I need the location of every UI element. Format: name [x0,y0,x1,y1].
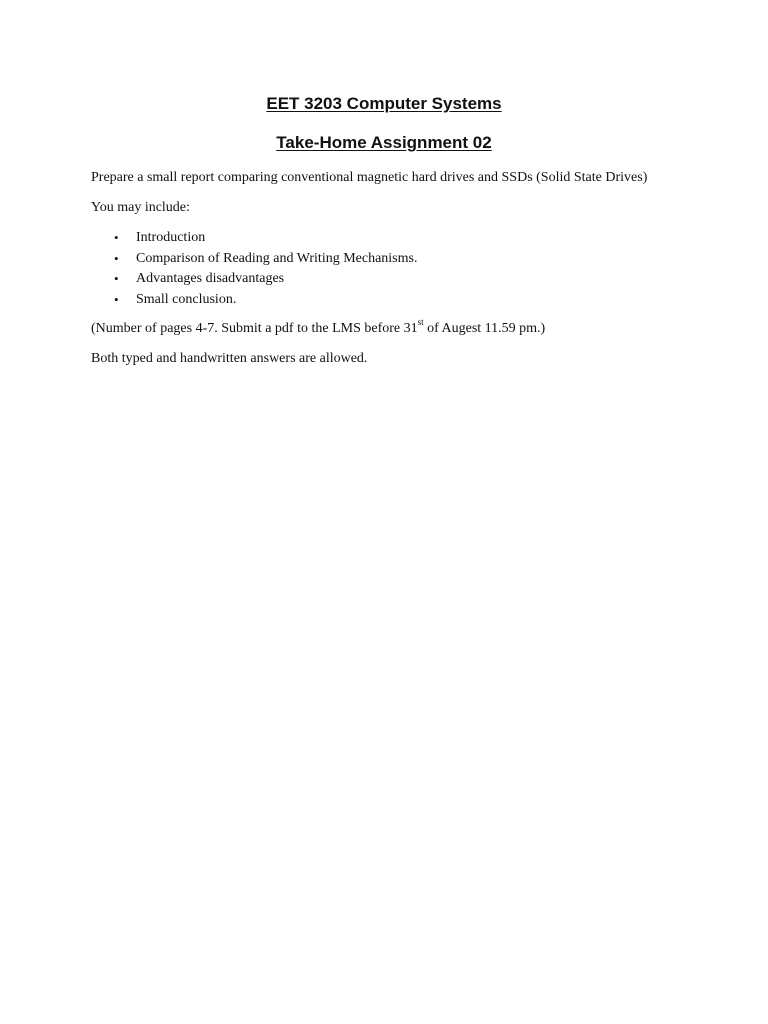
bullet-icon: • [114,230,119,245]
submission-note [91,317,546,338]
bullet-icon: • [114,291,119,307]
list-item-text: Comparison of Reading and Writing Mechanisms. [136,250,418,266]
submission-note-deadline: of Augest 11.59 pm.) [423,321,546,336]
list-item [91,291,417,312]
date-ordinal-suffix: st [417,317,424,328]
instruction-paragraph: Prepare a small report comparing conventional magnetic hard drives and SSDs (Solid State Drives) [91,170,648,185]
list-item [91,270,417,291]
submission-note-text: (Number of pages 4-7. Submit a pdf to the LMS before 31 [91,321,418,336]
assignment-title: Take-Home Assignment 02 [276,133,492,152]
list-item-text: Advantages disadvantages [136,271,285,286]
course-title: EET 3203 Computer Systems [266,94,502,113]
content-bullet-list [91,229,417,311]
bullet-icon: • [114,271,119,286]
list-item-text: Introduction [136,230,206,245]
list-item [91,229,417,250]
list-item [91,250,417,271]
bullet-icon: • [114,250,119,266]
list-item-text: Small conclusion. [136,291,237,307]
may-include-label: You may include: [91,200,190,215]
closing-paragraph: Both typed and handwritten answers are allowed. [91,351,368,366]
